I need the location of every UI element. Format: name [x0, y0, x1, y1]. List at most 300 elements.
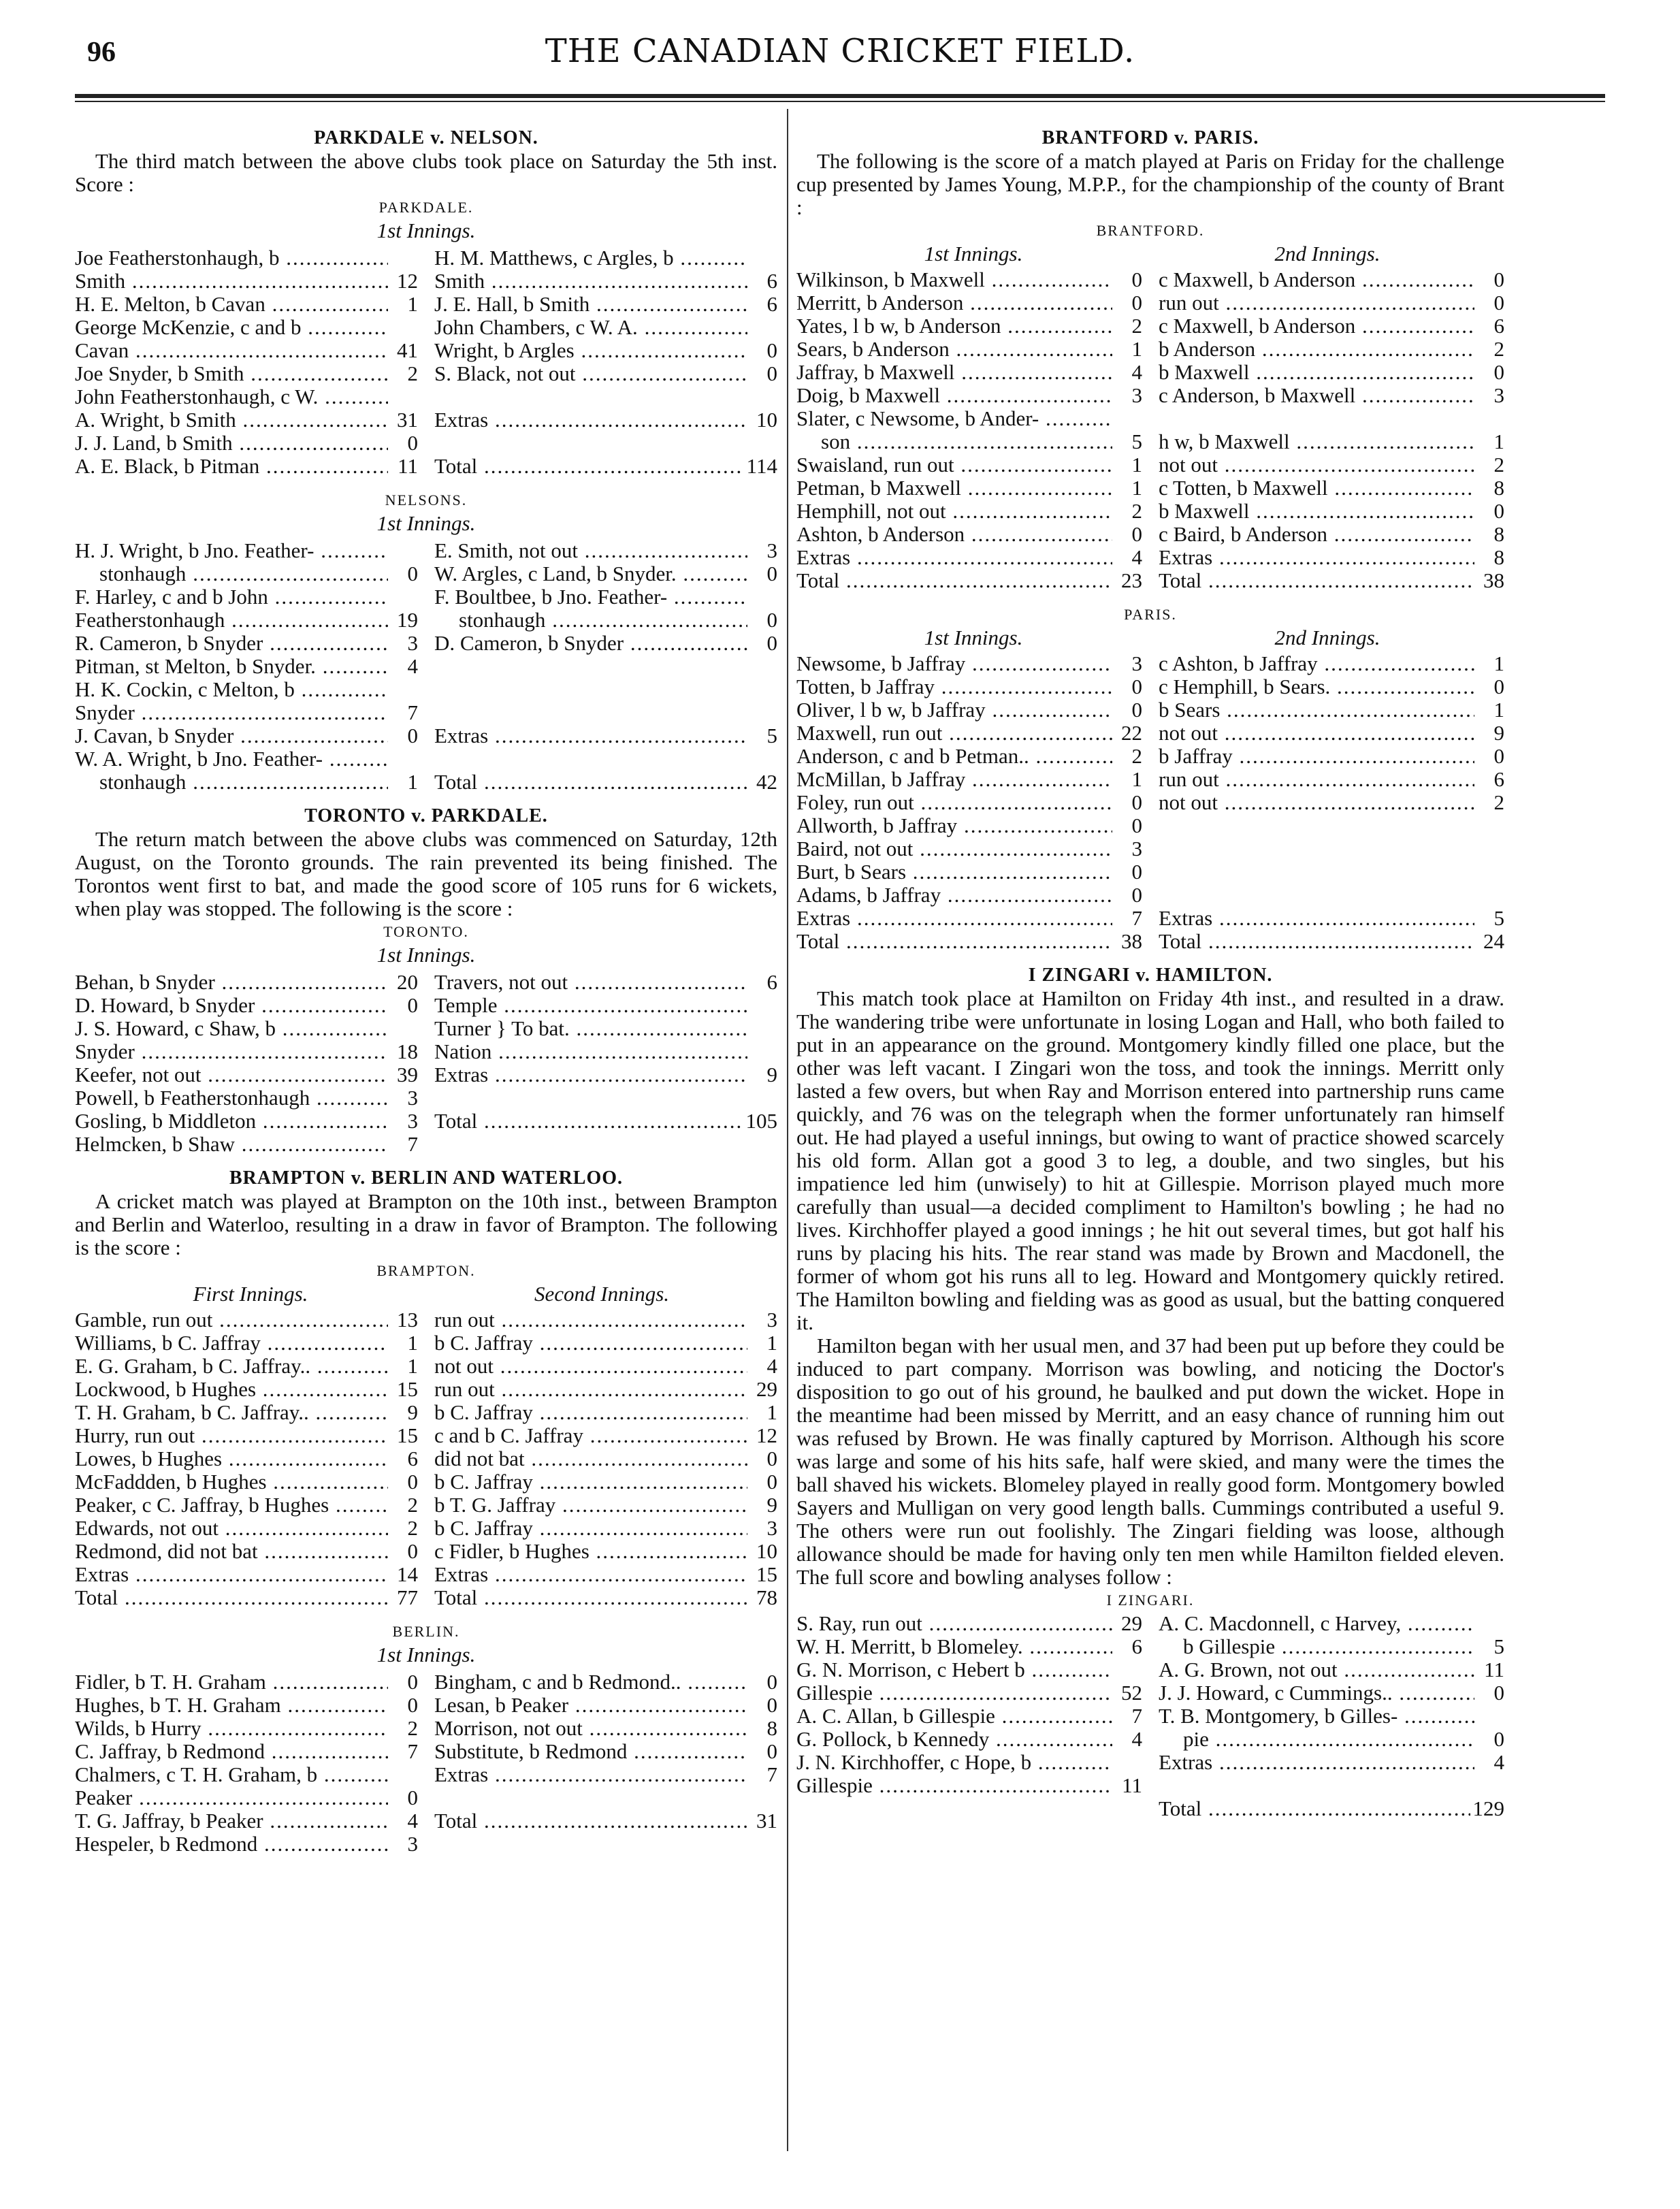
batsman-entry: Extras ..... — [434, 1763, 747, 1786]
batsman-entry: Anderson, c and b Petman.. ..... — [796, 745, 1112, 768]
batsman-entry: Powell, b Featherstonhaugh ..... — [75, 1086, 388, 1110]
score-cell — [434, 632, 777, 655]
runs-value: 0 — [766, 339, 777, 362]
score-cell — [1159, 523, 1504, 546]
batsman-entry: Peaker, c C. Jaffray, b Hughes ..... — [75, 1494, 388, 1517]
score-row — [75, 1063, 777, 1086]
score-row — [75, 1833, 777, 1856]
score-cell — [434, 971, 777, 994]
score-row — [75, 293, 777, 316]
score-row — [796, 523, 1504, 546]
runs-value: 14 — [397, 1563, 418, 1586]
score-row — [75, 562, 777, 585]
scorecard — [796, 652, 1504, 964]
runs-value: 15 — [397, 1378, 418, 1401]
runs-value: 5 — [766, 724, 777, 747]
runs-value: 0 — [766, 362, 777, 385]
score-row — [75, 1424, 777, 1447]
batsman-entry: Lesan, b Peaker ..... — [434, 1694, 747, 1717]
innings-labels — [796, 626, 1504, 652]
runs-value: 8 — [1493, 546, 1504, 569]
runs-value: 20 — [397, 971, 418, 994]
batsman-entry: Total ..... — [796, 930, 1112, 953]
innings-label: 1st Innings. — [924, 242, 1023, 265]
runs-value: 18 — [397, 1040, 418, 1063]
runs-value: 7 — [407, 1740, 418, 1763]
batsman-entry: McMillan, b Jaffray ..... — [796, 768, 1112, 791]
score-cell — [796, 884, 1142, 907]
runs-value: 13 — [397, 1308, 418, 1332]
page-number: 96 — [87, 37, 116, 68]
score-cell — [1159, 315, 1504, 338]
score-row — [796, 860, 1504, 884]
score-cell — [1159, 384, 1504, 407]
right-column — [796, 127, 1504, 1831]
batsman-entry: Peaker ..... — [75, 1786, 388, 1809]
runs-value: 0 — [1131, 268, 1142, 291]
score-cell — [796, 837, 1142, 860]
score-cell — [1159, 745, 1504, 768]
batsman-entry: Total ..... — [1159, 930, 1474, 953]
score-row — [796, 1681, 1504, 1705]
score-cell — [1159, 675, 1504, 698]
batsman-entry: W. H. Merritt, b Blomeley. ..... — [796, 1635, 1112, 1658]
batsman-entry: H. J. Wright, b Jno. Feather- ..... — [75, 539, 388, 562]
score-cell — [434, 1740, 777, 1763]
runs-value: 8 — [1493, 477, 1504, 500]
batsman-entry: run out ..... — [1159, 768, 1474, 791]
score-row — [796, 907, 1504, 930]
score-row — [75, 1671, 777, 1694]
runs-value: 9 — [407, 1401, 418, 1424]
score-cell — [75, 1378, 418, 1401]
batsman-entry: John Featherstonhaugh, c W. ..... — [75, 385, 388, 408]
score-cell — [434, 1470, 777, 1494]
score-cell — [434, 408, 777, 432]
batsman-entry: Total ..... — [434, 771, 747, 794]
score-row — [75, 408, 777, 432]
score-row — [75, 385, 777, 408]
runs-value: 3 — [407, 632, 418, 655]
score-cell — [434, 1833, 777, 1856]
innings-label: 1st Innings. — [376, 219, 476, 242]
spacer — [75, 478, 777, 489]
score-cell — [796, 361, 1142, 384]
batsman-entry: not out ..... — [1159, 791, 1474, 814]
runs-value: 6 — [1131, 1635, 1142, 1658]
publication-title: THE CANADIAN CRICKET FIELD. — [545, 32, 1135, 70]
runs-value: 7 — [1131, 907, 1142, 930]
runs-value: 129 — [1472, 1797, 1504, 1820]
batsman-entry: Pitman, st Melton, b Snyder. ..... — [75, 655, 388, 678]
runs-value: 3 — [766, 539, 777, 562]
runs-value: 1 — [1493, 652, 1504, 675]
score-cell — [75, 455, 418, 478]
score-cell — [796, 860, 1142, 884]
score-cell — [434, 701, 777, 724]
spacer — [796, 1820, 1504, 1831]
score-cell — [434, 339, 777, 362]
score-cell — [796, 1705, 1142, 1728]
header-rule-thick — [75, 94, 1605, 98]
score-cell — [434, 585, 777, 609]
score-cell — [434, 609, 777, 632]
score-cell — [75, 1133, 418, 1156]
score-row — [75, 655, 777, 678]
batsman-entry: Totten, b Jaffray ..... — [796, 675, 1112, 698]
batsman-entry: Extras ..... — [434, 408, 747, 432]
runs-value: 2 — [1131, 500, 1142, 523]
score-row — [75, 316, 777, 339]
batsman-entry: F. Boultbee, b Jno. Feather- ..... — [434, 585, 747, 609]
score-row — [796, 268, 1504, 291]
score-cell — [434, 432, 777, 455]
score-cell — [75, 270, 418, 293]
score-cell — [75, 1332, 418, 1355]
batsman-entry: b Gillespie ..... — [1159, 1635, 1474, 1658]
section-heading: BRANTFORD v. PARIS. — [1041, 127, 1259, 148]
score-row — [75, 1586, 777, 1609]
score-row — [75, 1332, 777, 1355]
runs-value: 1 — [1131, 768, 1142, 791]
score-cell — [434, 747, 777, 771]
score-cell — [434, 1671, 777, 1694]
runs-value: 31 — [397, 408, 418, 432]
score-cell — [796, 930, 1142, 953]
score-cell — [796, 1728, 1142, 1751]
runs-value: 3 — [407, 1833, 418, 1856]
score-row — [75, 339, 777, 362]
batsman-entry: Gosling, b Middleton ..... — [75, 1110, 388, 1133]
score-row — [796, 652, 1504, 675]
batsman-entry: b Maxwell ..... — [1159, 361, 1474, 384]
batsman-entry: A. C. Macdonnell, c Harvey, ..... — [1159, 1612, 1474, 1635]
batsman-entry: b T. G. Jaffray ..... — [434, 1494, 747, 1517]
runs-value: 12 — [756, 1424, 777, 1447]
score-cell — [75, 1063, 418, 1086]
score-row — [75, 1494, 777, 1517]
score-cell — [1159, 407, 1504, 430]
batsman-entry: Extras ..... — [1159, 546, 1474, 569]
score-cell — [796, 500, 1142, 523]
score-row — [75, 609, 777, 632]
batsman-entry: b Sears ..... — [1159, 698, 1474, 722]
score-cell — [796, 1774, 1142, 1797]
score-row — [75, 1809, 777, 1833]
batsman-entry: J. E. Hall, b Smith ..... — [434, 293, 747, 316]
runs-value: 0 — [1493, 268, 1504, 291]
score-cell — [75, 1517, 418, 1540]
runs-value: 3 — [1493, 384, 1504, 407]
runs-value: 4 — [766, 1355, 777, 1378]
batsman-entry: Total ..... — [434, 1586, 747, 1609]
score-row — [75, 1517, 777, 1540]
intro-paragraph: The third match between the above clubs took place on Saturday the 5th inst. Score : — [75, 149, 777, 196]
score-cell — [1159, 1728, 1504, 1751]
score-row — [796, 407, 1504, 430]
batsman-entry: Wilds, b Hurry ..... — [75, 1717, 388, 1740]
runs-value: 0 — [407, 994, 418, 1017]
batsman-entry: H. K. Cockin, c Melton, b ..... — [75, 678, 388, 701]
score-row — [796, 675, 1504, 698]
batsman-entry: J. J. Land, b Smith ..... — [75, 432, 388, 455]
score-cell — [796, 338, 1142, 361]
score-cell — [1159, 500, 1504, 523]
score-cell — [75, 408, 418, 432]
score-cell — [434, 362, 777, 385]
batsman-entry: Lowes, b Hughes ..... — [75, 1447, 388, 1470]
score-row — [796, 384, 1504, 407]
batsman-entry: c Hemphill, b Sears. ..... — [1159, 675, 1474, 698]
batsman-entry: D. Cameron, b Snyder ..... — [434, 632, 747, 655]
batsman-entry: Wilkinson, b Maxwell ..... — [796, 268, 1112, 291]
runs-value: 2 — [407, 362, 418, 385]
batsman-entry: stonhaugh ..... — [75, 562, 388, 585]
score-cell — [75, 1355, 418, 1378]
team-name: NELSONS. — [385, 491, 468, 509]
intro-paragraph: The following is the score of a match played at Paris on Friday for the challenge cup presented by James Young, M.P.P., for the championship of the county of Brant : — [796, 149, 1504, 219]
batsman-entry: T. B. Montgomery, b Gilles- ..... — [1159, 1705, 1474, 1728]
runs-value: 38 — [1483, 569, 1504, 592]
batsman-entry: Snyder ..... — [75, 1040, 388, 1063]
section-heading: PARKDALE v. NELSON. — [314, 127, 538, 148]
score-cell — [434, 539, 777, 562]
score-row — [796, 477, 1504, 500]
batsman-entry: son ..... — [796, 430, 1112, 453]
runs-value: 0 — [766, 1694, 777, 1717]
score-cell — [75, 339, 418, 362]
section-heading: BRAMPTON v. BERLIN AND WATERLOO. — [229, 1167, 624, 1189]
score-row — [75, 1086, 777, 1110]
score-row — [796, 698, 1504, 722]
score-cell — [434, 562, 777, 585]
runs-value: 1 — [1131, 338, 1142, 361]
runs-value: 2 — [1131, 315, 1142, 338]
runs-value: 1 — [1131, 453, 1142, 477]
score-cell — [796, 291, 1142, 315]
batsman-entry: Cavan ..... — [75, 339, 388, 362]
score-row — [75, 455, 777, 478]
batsman-entry: W. A. Wright, b Jno. Feather- ..... — [75, 747, 388, 771]
score-cell — [796, 384, 1142, 407]
batsman-entry: George McKenzie, c and b ..... — [75, 316, 388, 339]
batsman-entry: Turner } To bat. ..... — [434, 1017, 747, 1040]
score-cell — [75, 971, 418, 994]
batsman-entry: stonhaugh ..... — [434, 609, 747, 632]
score-cell — [434, 1786, 777, 1809]
batsman-entry: Extras ..... — [75, 1563, 388, 1586]
report-paragraph: This match took place at Hamilton on Friday 4th inst., and resulted in a draw. The wandering tribe were unfortunate in losing Logan and Hall, who both failed to put in an appearance on the ground. Montgomery kindly filled one place, but the other was left vacant. I Zingari won the toss, and took the innings. Merritt only lasted a few overs, but when Ray and Morrison entered into partnership runs came quickly, and 76 was on the telegraph when the former unfortunately ran himself out. He had played a useful innings, but owing to want of practice showed scarcely his old form. Allan got a good 3 to leg, a double, and two singles, but his impatience led him (unwisely) to hit at Gillespie. Morrison played much more carefully than usual—a decided compliment to Hamilton's bowling ; he had no lives. Kirchhoffer played a good innings ; he hit out several times, but got half his runs by placing his hits. The rear stand was made by Brown and Macdonell, the former of whom got his runs all to leg. Howard and Montgomery quickly retired. The Hamilton bowling and fielding was as good as usual, but the batting conquered it. — [796, 986, 1504, 1334]
score-cell — [75, 316, 418, 339]
runs-value: 0 — [766, 609, 777, 632]
innings-labels — [75, 1283, 777, 1308]
score-cell — [434, 1355, 777, 1378]
score-cell — [1159, 546, 1504, 569]
batsman-entry: b C. Jaffray ..... — [434, 1470, 747, 1494]
score-cell — [75, 585, 418, 609]
scorecard — [75, 1308, 777, 1620]
score-row — [75, 1717, 777, 1740]
batsman-entry: S. Black, not out ..... — [434, 362, 747, 385]
score-cell — [75, 632, 418, 655]
batsman-entry: Extras ..... — [796, 546, 1112, 569]
score-cell — [75, 1586, 418, 1609]
score-cell — [796, 1751, 1142, 1774]
runs-value: 29 — [1121, 1612, 1142, 1635]
batsman-entry: b C. Jaffray ..... — [434, 1332, 747, 1355]
score-cell — [1159, 1751, 1504, 1774]
spacer — [75, 1609, 777, 1620]
score-row — [796, 1797, 1504, 1820]
batsman-entry: Behan, b Snyder ..... — [75, 971, 388, 994]
runs-value: 3 — [407, 1110, 418, 1133]
score-cell — [75, 432, 418, 455]
batsman-entry: not out ..... — [1159, 722, 1474, 745]
runs-value: 4 — [407, 1809, 418, 1833]
score-cell — [1159, 338, 1504, 361]
score-row — [75, 539, 777, 562]
batsman-entry: Hemphill, not out ..... — [796, 500, 1112, 523]
score-cell — [796, 1658, 1142, 1681]
team-name: PARIS. — [1124, 606, 1177, 623]
runs-value: 0 — [766, 562, 777, 585]
runs-value: 11 — [1122, 1774, 1142, 1797]
batsman-entry: Extras ..... — [796, 907, 1112, 930]
runs-value: 0 — [766, 1740, 777, 1763]
scorecard — [75, 971, 777, 1167]
runs-value: 4 — [407, 655, 418, 678]
score-cell — [75, 1563, 418, 1586]
score-cell — [434, 385, 777, 408]
batsman-entry: H. M. Matthews, c Argles, b ..... — [434, 246, 747, 270]
score-cell — [434, 1717, 777, 1740]
runs-value: 11 — [1484, 1658, 1504, 1681]
batsman-entry: did not bat ..... — [434, 1447, 747, 1470]
team-name: PARKDALE. — [378, 199, 474, 216]
score-cell — [75, 246, 418, 270]
batsman-entry: c Fidler, b Hughes ..... — [434, 1540, 747, 1563]
runs-value: 6 — [766, 270, 777, 293]
batsman-entry: c Totten, b Maxwell ..... — [1159, 477, 1474, 500]
innings-label: First Innings. — [193, 1282, 308, 1306]
runs-value: 52 — [1121, 1681, 1142, 1705]
batsman-entry: run out ..... — [434, 1308, 747, 1332]
runs-value: 105 — [745, 1110, 777, 1133]
batsman-entry: b Anderson ..... — [1159, 338, 1474, 361]
score-row — [75, 1017, 777, 1040]
score-cell — [75, 1017, 418, 1040]
score-cell — [434, 1378, 777, 1401]
score-row — [75, 1786, 777, 1809]
runs-value: 0 — [1131, 291, 1142, 315]
batsman-entry: b C. Jaffray ..... — [434, 1517, 747, 1540]
batsman-entry: Extras ..... — [1159, 1751, 1474, 1774]
batsman-entry: Extras ..... — [434, 1563, 747, 1586]
score-cell — [75, 1086, 418, 1110]
team-name: I ZINGARI. — [1106, 1592, 1195, 1609]
batsman-entry: S. Ray, run out ..... — [796, 1612, 1112, 1635]
score-cell — [1159, 430, 1504, 453]
batsman-entry: G. Pollock, b Kennedy ..... — [796, 1728, 1112, 1751]
batsman-entry: Jaffray, b Maxwell ..... — [796, 361, 1112, 384]
report-paragraph: Hamilton began with her usual men, and 37 had been put up before they could be induced to part company. Morrison was bowling, and noticing the Doctor's disposition to go out of his ground, he baulked and put down the wicket. Hope in the meantime had been missed by Merritt, and an easy chance of running him out was refused by Brown. He was finally captured by Morrison. Although his score was large and some of his hits safe, half were skied, and many were the times the ball shaved his wickets. Blomeley played in really good form. Montgomery bowled Sayers and Mulligan on very good length balls. Cummings contributed a useful 9. The others were run out foolishly. The Zingari fielding was loose, although allowance should be made for having only ten men while Hamilton fielded eleven. The full score and bowling analyses follow : — [796, 1334, 1504, 1589]
score-cell — [75, 385, 418, 408]
score-cell — [796, 569, 1142, 592]
runs-value: 2 — [1493, 453, 1504, 477]
score-row — [75, 1355, 777, 1378]
batsman-entry: Total ..... — [434, 1110, 743, 1133]
score-row — [75, 1040, 777, 1063]
score-cell — [434, 1694, 777, 1717]
score-cell — [1159, 1774, 1504, 1797]
score-cell — [75, 724, 418, 747]
spacer — [75, 1156, 777, 1167]
batsman-entry: T. H. Graham, b C. Jaffray.. ..... — [75, 1401, 388, 1424]
section-heading: I ZINGARI v. HAMILTON. — [1028, 965, 1273, 986]
batsman-entry: Wright, b Argles ..... — [434, 339, 747, 362]
score-cell — [75, 1740, 418, 1763]
score-row — [796, 884, 1504, 907]
runs-value: 2 — [1493, 338, 1504, 361]
batsman-entry: Burt, b Sears ..... — [796, 860, 1112, 884]
batsman-entry: Helmcken, b Shaw ..... — [75, 1133, 388, 1156]
score-cell — [434, 1517, 777, 1540]
score-row — [796, 315, 1504, 338]
innings-label: 1st Innings. — [376, 1643, 476, 1666]
runs-value: 10 — [756, 1540, 777, 1563]
score-cell — [75, 1110, 418, 1133]
score-row — [75, 270, 777, 293]
score-row — [75, 1110, 777, 1133]
score-row — [75, 1540, 777, 1563]
score-cell — [434, 1763, 777, 1786]
score-cell — [434, 724, 777, 747]
score-cell — [1159, 291, 1504, 315]
runs-value: 0 — [407, 1786, 418, 1809]
score-cell — [75, 1809, 418, 1833]
runs-value: 2 — [407, 1494, 418, 1517]
runs-value: 0 — [1131, 675, 1142, 698]
spacer — [75, 794, 777, 805]
runs-value: 1 — [407, 293, 418, 316]
column-divider — [787, 109, 788, 2151]
batsman-entry: Joe Featherstonhaugh, b ..... — [75, 246, 388, 270]
batsman-entry: h w, b Maxwell ..... — [1159, 430, 1474, 453]
batsman-entry: Ashton, b Anderson ..... — [796, 523, 1112, 546]
score-cell — [75, 1470, 418, 1494]
intro-paragraph: The return match between the above clubs was commenced on Saturday, 12th August, on the Toronto grounds. The rain prevented its being finished. The Torontos went first to bat, and made the good score of 105 runs for 6 wickets, when play was stopped. The following is the score : — [75, 827, 777, 920]
batsman-entry: Gillespie ..... — [796, 1774, 1112, 1797]
score-cell — [75, 539, 418, 562]
score-row — [796, 1705, 1504, 1728]
batsman-entry: b C. Jaffray ..... — [434, 1401, 747, 1424]
runs-value: 3 — [766, 1517, 777, 1540]
score-cell — [75, 1401, 418, 1424]
score-cell — [434, 455, 777, 478]
score-cell — [796, 430, 1142, 453]
score-row — [75, 1763, 777, 1786]
batsman-entry: c and b C. Jaffray ..... — [434, 1424, 747, 1447]
batsman-entry: Petman, b Maxwell ..... — [796, 477, 1112, 500]
runs-value: 42 — [756, 771, 777, 794]
score-cell — [796, 722, 1142, 745]
batsman-entry: c Maxwell, b Anderson ..... — [1159, 315, 1474, 338]
runs-value: 0 — [1131, 698, 1142, 722]
scorecard — [75, 246, 777, 489]
runs-value: 0 — [766, 1671, 777, 1694]
batsman-entry: John Chambers, c W. A. ..... — [434, 316, 747, 339]
score-row — [75, 678, 777, 701]
